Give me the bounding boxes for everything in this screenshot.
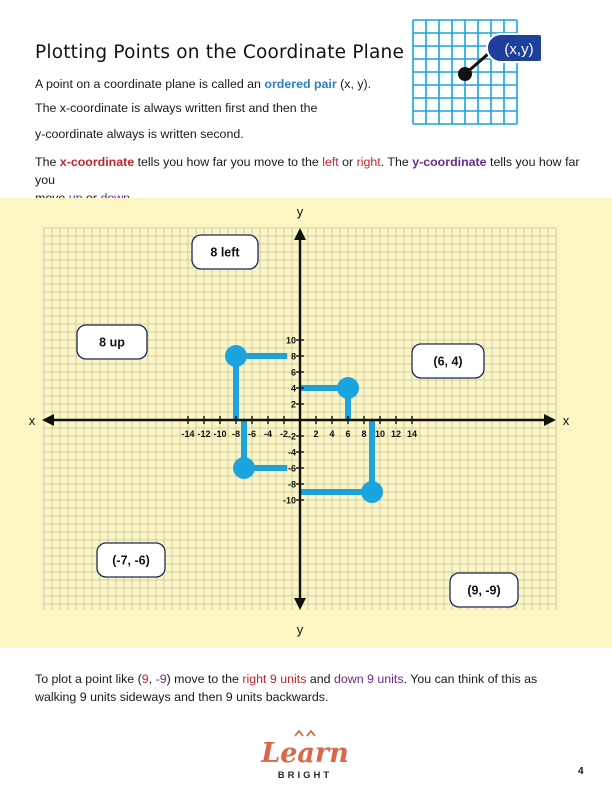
point-dot-icon — [458, 67, 472, 81]
callout-8-left — [192, 235, 258, 269]
page-number: 4 — [578, 766, 584, 777]
intro-paragraph: The x-coordinate tells you how far you move to the left or right. The y-coordinate tells you how far you — [35, 155, 580, 187]
icon-label: (x,y) — [504, 41, 534, 58]
y-axis-label: y — [296, 622, 304, 637]
y-tick-label: -4 — [287, 447, 296, 458]
x-tick-label: -12 — [197, 429, 211, 439]
x-tick-label: 4 — [329, 429, 335, 439]
x-tick-label: 12 — [390, 429, 402, 439]
data-point — [233, 457, 255, 479]
x-tick-label: 8 — [361, 429, 367, 439]
y-tick-label: -2 — [287, 431, 296, 442]
y-tick-label: -8 — [287, 479, 296, 490]
coordinate-plane-chart — [0, 198, 612, 648]
x-tick-label: -6 — [247, 429, 257, 439]
page-title: Plotting Points on the Coordinate Plane — [35, 42, 405, 63]
x-tick-label: -4 — [263, 429, 273, 439]
x-tick-label: 14 — [406, 429, 418, 439]
callout-8-up — [77, 325, 147, 359]
callout-point-neg7-neg6 — [97, 543, 165, 577]
data-point — [337, 377, 359, 399]
learn-bright-logo — [250, 730, 360, 782]
callout-8-up-text: 8 up — [99, 335, 125, 350]
data-point — [225, 345, 247, 367]
svg-text:BRIGHT: BRIGHT — [277, 770, 333, 781]
y-axis-label: y — [296, 204, 304, 219]
data-point — [361, 481, 383, 503]
bottom-paragraph: To plot a point like (9, -9) move to the right 9 units and down 9 units. You can think of this as walking 9 units sideways and then 9 units backwards. — [35, 672, 538, 704]
x-axis-label: x — [28, 413, 36, 428]
x-axis-label: x — [562, 413, 570, 428]
x-axis-arrow-right — [544, 414, 556, 426]
intro-line-3: y-coordinate always is written second. — [35, 127, 244, 141]
x-tick-label: 6 — [345, 429, 351, 439]
callout-point-9-neg9 — [450, 573, 518, 607]
callout-point-6-4 — [412, 344, 484, 378]
callout-8-left-text: 8 left — [210, 245, 240, 260]
callout-point-neg7-neg6-text: (-7, -6) — [112, 553, 150, 568]
coordinate-grid-icon — [411, 18, 541, 132]
x-tick-label: -14 — [181, 429, 195, 439]
x-tick-label: 2 — [313, 429, 319, 439]
callout-point-9-neg9-text: (9, -9) — [467, 583, 501, 598]
y-axis-arrow-up — [294, 228, 306, 240]
y-tick-label: 2 — [290, 399, 296, 410]
y-tick-label: 4 — [290, 383, 296, 394]
svg-text:Learn: Learn — [261, 738, 349, 769]
y-tick-label: -10 — [282, 495, 296, 506]
plot-paths — [236, 356, 372, 492]
callout-point-6-4-text: (6, 4) — [433, 354, 463, 369]
y-tick-label: 10 — [285, 335, 296, 346]
x-tick-label: -8 — [231, 429, 241, 439]
intro-line-2: The x-coordinate is always written first and then the — [35, 101, 318, 115]
x-tick-label: -2 — [279, 429, 289, 439]
y-tick-label: -6 — [287, 463, 296, 474]
y-tick-label: 6 — [290, 367, 296, 378]
x-tick-label: 10 — [374, 429, 386, 439]
ordered-pair-term: ordered pair — [264, 77, 337, 91]
intro-line-1: A point on a coordinate plane is called an ordered pair (x, y). — [35, 77, 372, 91]
x-tick-label: -10 — [213, 429, 227, 439]
y-tick-label: 8 — [290, 351, 296, 362]
